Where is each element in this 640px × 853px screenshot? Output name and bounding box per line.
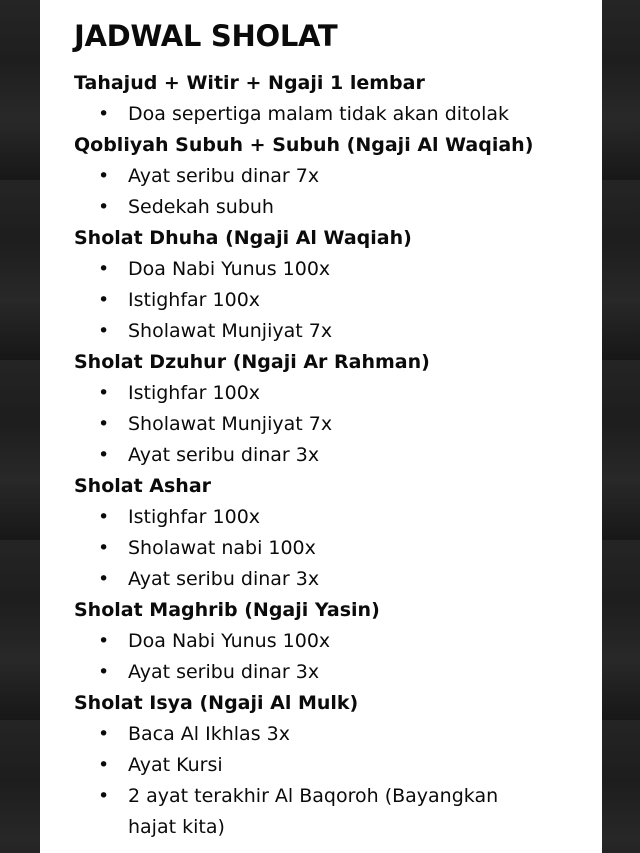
list-item <box>40 533 602 564</box>
list-item <box>40 161 602 192</box>
bullet-icon: • <box>98 382 110 404</box>
list-item <box>40 750 602 781</box>
list-item-label: Ayat seribu dinar 3x <box>128 444 320 466</box>
list-item-label: Ayat Kursi <box>128 754 223 776</box>
list-item <box>40 99 602 130</box>
section-dzuhur <box>40 347 602 471</box>
list-item <box>40 316 602 347</box>
list-item-label: Doa Nabi Yunus 100x <box>128 258 331 280</box>
section-heading: Sholat Maghrib (Ngaji Yasin) <box>74 599 380 621</box>
bullet-icon: • <box>98 444 110 466</box>
bullet-icon: • <box>98 165 110 187</box>
bullet-icon: • <box>98 723 110 745</box>
section-subuh <box>40 130 602 223</box>
list-item <box>40 254 602 285</box>
list-item <box>40 626 602 657</box>
bullet-icon: • <box>98 754 110 776</box>
section-isya <box>40 688 602 843</box>
list-item <box>40 564 602 595</box>
section-heading: Qobliyah Subuh + Subuh (Ngaji Al Waqiah) <box>74 134 534 156</box>
list-item <box>40 657 602 688</box>
bullet-icon: • <box>98 630 110 652</box>
list-item-label: Sholawat Munjiyat 7x <box>128 320 333 342</box>
background-right-strip <box>602 0 640 853</box>
bullet-icon: • <box>98 320 110 342</box>
section-maghrib <box>40 595 602 688</box>
list-item-label: Ayat seribu dinar 3x <box>128 568 320 590</box>
list-item <box>40 378 602 409</box>
list-item-label: Sedekah subuh <box>128 196 274 218</box>
list-item-label: 2 ayat terakhir Al Baqoroh (Bayangkan hajat kita) <box>128 785 499 838</box>
list-item <box>40 440 602 471</box>
bullet-icon: • <box>98 103 110 125</box>
section-heading: Sholat Isya (Ngaji Al Mulk) <box>74 692 359 714</box>
list-item-label: Baca Al Ikhlas 3x <box>128 723 290 745</box>
section-dhuha <box>40 223 602 347</box>
section-heading: Sholat Ashar <box>74 475 212 497</box>
section-tahajud <box>40 68 602 130</box>
list-item-label: Sholawat nabi 100x <box>128 537 316 559</box>
list-item-label: Sholawat Munjiyat 7x <box>128 413 333 435</box>
bullet-icon: • <box>98 289 110 311</box>
section-heading: Sholat Dzuhur (Ngaji Ar Rahman) <box>74 351 430 373</box>
list-item-label: Doa Nabi Yunus 100x <box>128 630 331 652</box>
list-item <box>40 192 602 223</box>
bullet-icon: • <box>98 661 110 683</box>
list-item-label: Istighfar 100x <box>128 289 261 311</box>
section-heading: Tahajud + Witir + Ngaji 1 lembar <box>74 72 425 94</box>
bullet-icon: • <box>98 196 110 218</box>
background-left-strip <box>0 0 40 853</box>
list-item <box>40 285 602 316</box>
bullet-icon: • <box>98 785 110 807</box>
list-item-label: Istighfar 100x <box>128 506 261 528</box>
page-title: JADWAL SHOLAT <box>74 19 338 53</box>
list-item <box>40 502 602 533</box>
bullet-icon: • <box>98 258 110 280</box>
list-item <box>40 781 548 843</box>
bullet-icon: • <box>98 568 110 590</box>
bullet-icon: • <box>98 413 110 435</box>
list-item-label: Ayat seribu dinar 7x <box>128 165 320 187</box>
section-heading: Sholat Dhuha (Ngaji Al Waqiah) <box>74 227 412 249</box>
bullet-icon: • <box>98 537 110 559</box>
list-item-label: Istighfar 100x <box>128 382 261 404</box>
list-item-label: Ayat seribu dinar 3x <box>128 661 320 683</box>
list-item-label: Doa sepertiga malam tidak akan ditolak <box>128 103 510 125</box>
list-item <box>40 719 602 750</box>
schedule-card <box>40 0 602 853</box>
section-ashar <box>40 471 602 595</box>
list-item <box>40 409 602 440</box>
bullet-icon: • <box>98 506 110 528</box>
